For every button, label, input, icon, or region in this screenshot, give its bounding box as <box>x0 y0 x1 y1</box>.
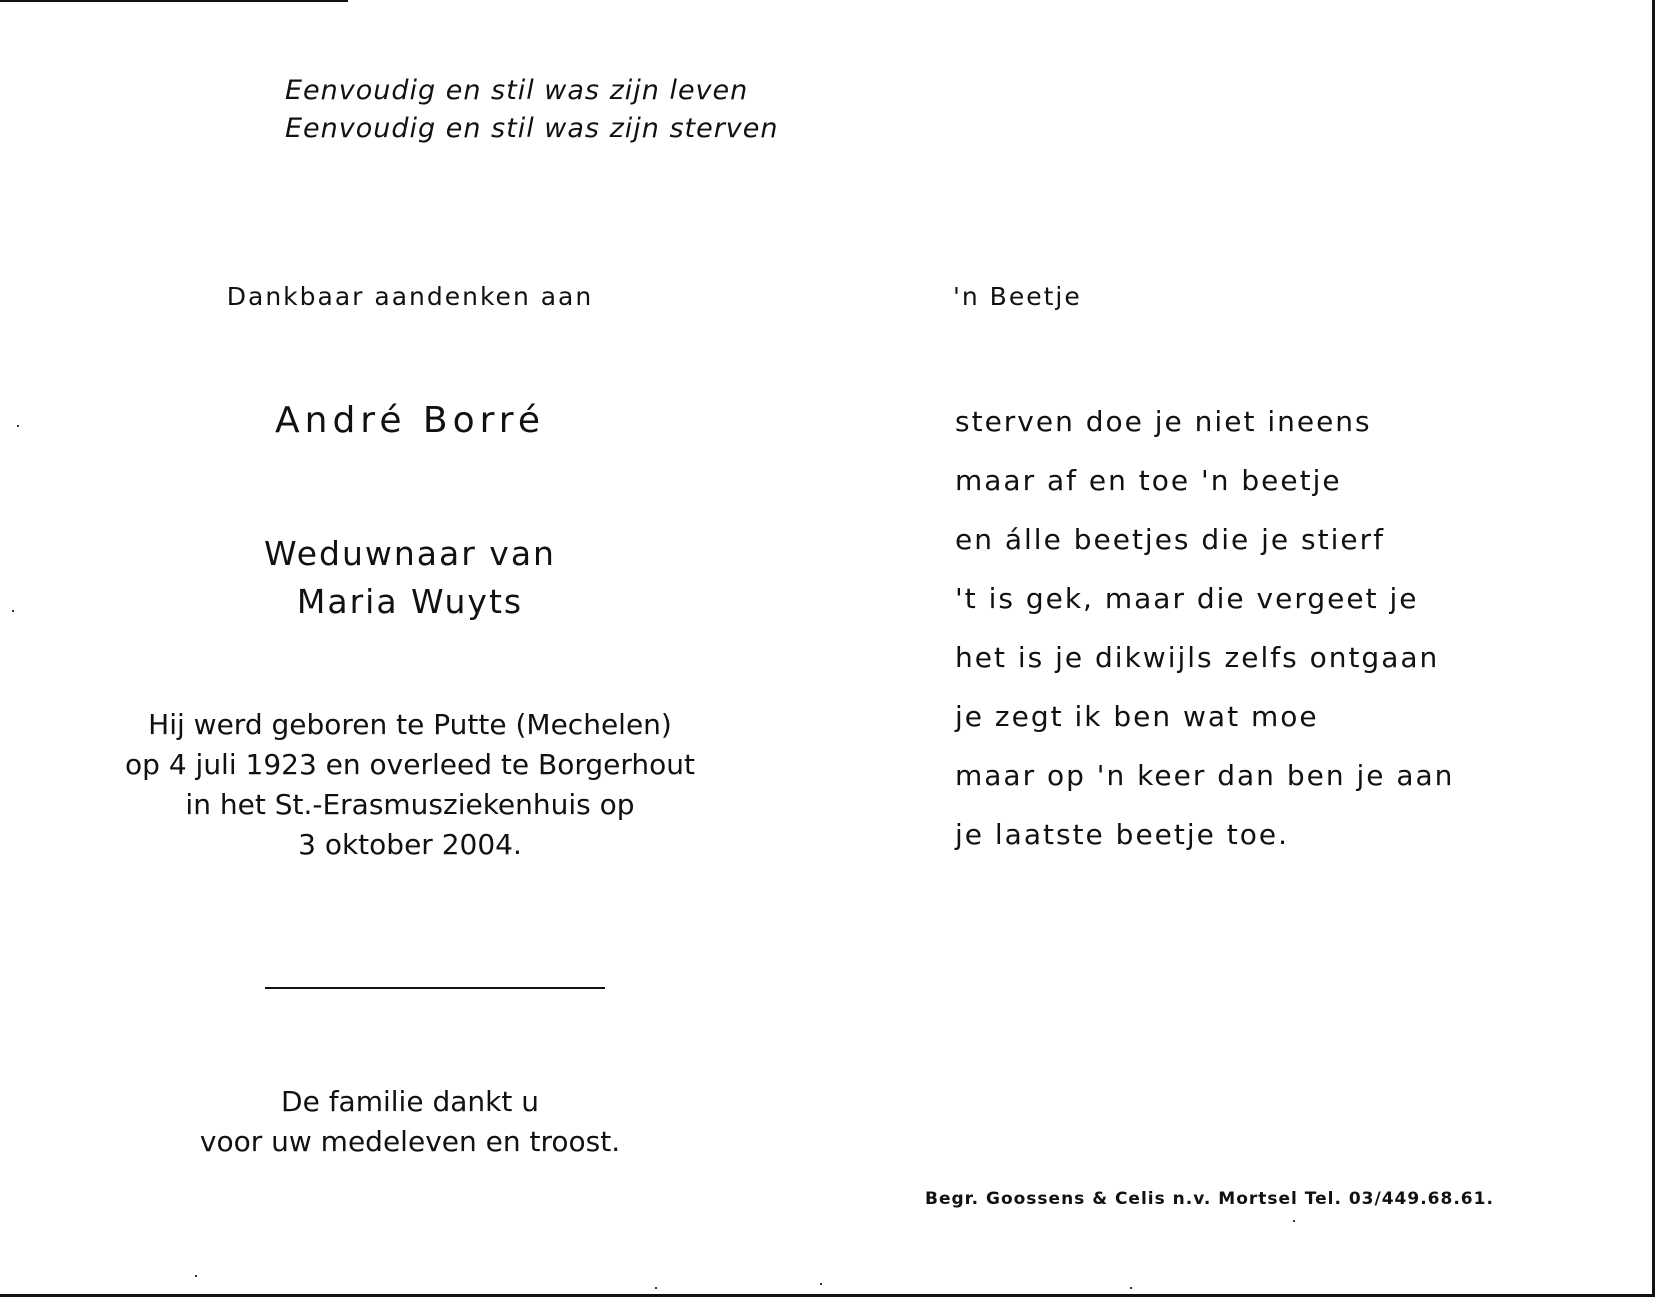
motto-line-1: Eenvoudig en stil was zijn leven <box>285 75 749 106</box>
bio-line: Hij werd geboren te Putte (Mechelen) <box>148 708 672 741</box>
spouse-name: Maria Wuyts <box>296 582 524 621</box>
bio-line: op 4 juli 1923 en overleed te Borgerhout <box>125 748 695 781</box>
poem-line: je laatste beetje toe. <box>955 818 1290 851</box>
poem-line: het is je dikwijls zelfs ontgaan <box>955 641 1440 674</box>
motto <box>285 72 779 148</box>
widow-label: Weduwnaar van <box>264 534 556 573</box>
poem <box>955 392 1454 864</box>
dankbaar-heading: Dankbaar aandenken aan <box>226 282 594 311</box>
bio-line: in het St.-Erasmusziekenhuis op <box>185 788 635 821</box>
poem-line: en álle beetjes die je stierf <box>955 523 1385 556</box>
scan-speck <box>195 1275 197 1277</box>
scan-speck <box>655 1287 657 1289</box>
poem-title: 'n Beetje <box>953 282 1082 311</box>
poem-line: sterven doe je niet ineens <box>955 405 1372 438</box>
scan-speck <box>1130 1287 1132 1289</box>
motto-line-2: Eenvoudig en stil was zijn sterven <box>285 113 779 144</box>
divider-rule <box>265 987 605 989</box>
widow-block <box>60 530 760 626</box>
poem-line: 't is gek, maar die vergeet je <box>955 582 1419 615</box>
biography <box>60 705 760 865</box>
top-edge-rule <box>0 0 348 2</box>
family-thanks <box>60 1082 760 1162</box>
poem-line: maar af en toe 'n beetje <box>955 464 1342 497</box>
poem-line: je zegt ik ben wat moe <box>955 700 1319 733</box>
scan-speck <box>12 610 14 612</box>
poem-line: maar op 'n keer dan ben je aan <box>955 759 1455 792</box>
thanks-line-2: voor uw medeleven en troost. <box>199 1125 621 1158</box>
printer-credit: Begr. Goossens & Celis n.v. Mortsel Tel. 03/449.68.61. <box>925 1189 1494 1209</box>
scan-speck <box>17 425 19 427</box>
bio-line: 3 oktober 2004. <box>298 828 522 861</box>
deceased-name: André Borré <box>275 400 545 441</box>
scan-speck <box>820 1283 822 1285</box>
scan-speck <box>1293 1220 1295 1222</box>
thanks-line-1: De familie dankt u <box>281 1085 539 1118</box>
